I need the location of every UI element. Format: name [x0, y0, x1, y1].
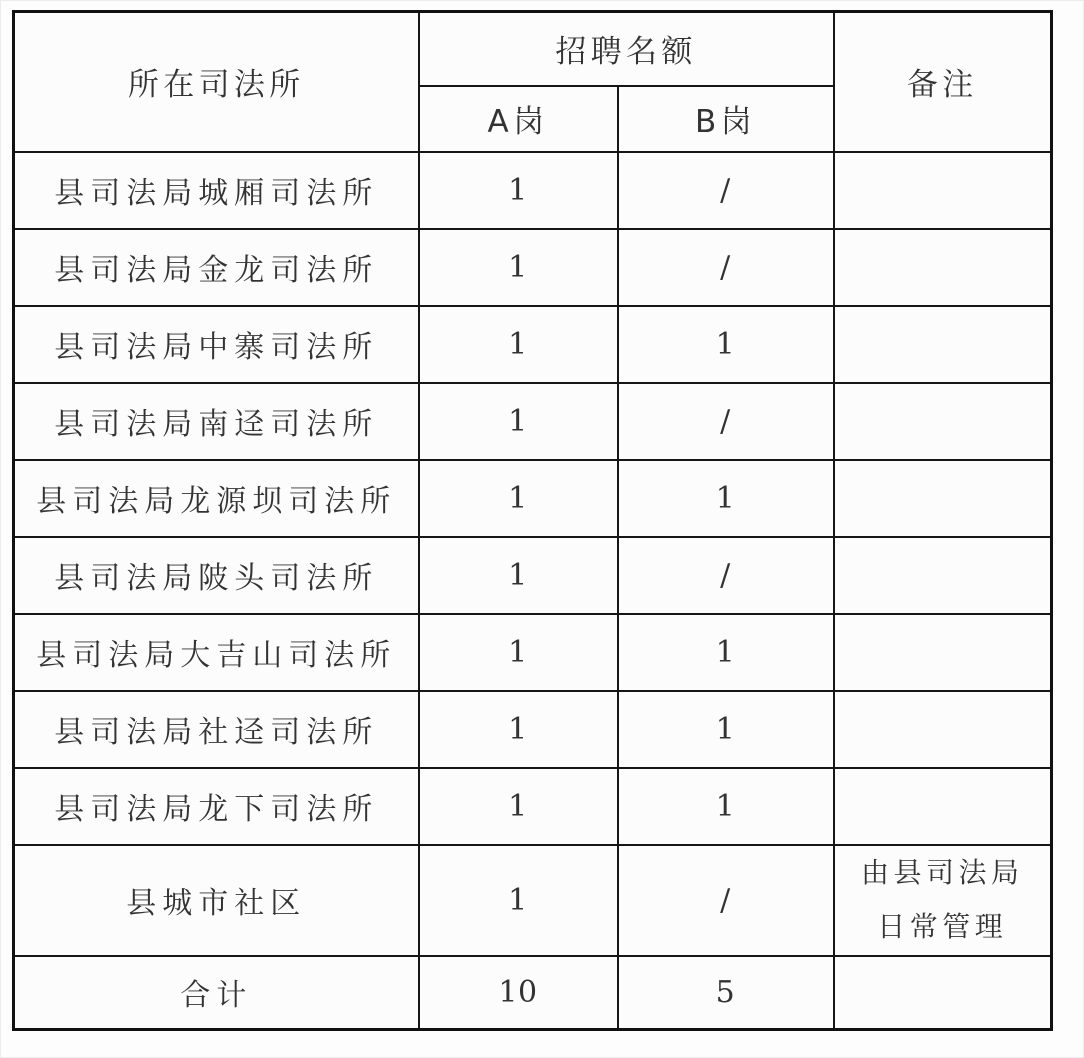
post-b-cell: 1 [618, 306, 834, 383]
total-post-b-cell: 5 [618, 956, 834, 1030]
post-b-cell: 1 [618, 691, 834, 768]
post-a-cell: 1 [419, 845, 618, 956]
note-cell [834, 537, 1052, 614]
table-row [14, 460, 1052, 537]
office-name-cell: 县司法局金龙司法所 [14, 229, 419, 306]
post-a-cell: 1 [419, 152, 618, 229]
post-b-cell: 1 [618, 768, 834, 845]
post-b-cell: / [618, 537, 834, 614]
post-b-cell: 1 [618, 460, 834, 537]
post-a-cell: 1 [419, 306, 618, 383]
office-name-cell: 县司法局城厢司法所 [14, 152, 419, 229]
total-post-a-cell: 10 [419, 956, 618, 1030]
office-name-cell: 县司法局大吉山司法所 [14, 614, 419, 691]
post-a-cell: 1 [419, 768, 618, 845]
note-cell: 由县司法局日常管理 [834, 845, 1052, 956]
header-row-top [14, 12, 1052, 86]
office-name-cell: 县城市社区 [14, 845, 419, 956]
table-row [14, 768, 1052, 845]
office-name-cell: 县司法局南迳司法所 [14, 383, 419, 460]
office-name-cell: 县司法局龙下司法所 [14, 768, 419, 845]
note-cell [834, 383, 1052, 460]
post-b-cell: / [618, 383, 834, 460]
post-b-cell: / [618, 229, 834, 306]
total-note-cell [834, 956, 1052, 1030]
post-a-cell: 1 [419, 383, 618, 460]
post-b-cell: / [618, 152, 834, 229]
table-row [14, 845, 1052, 956]
note-cell [834, 768, 1052, 845]
total-row [14, 956, 1052, 1030]
office-name-cell: 县司法局社迳司法所 [14, 691, 419, 768]
header-location: 所在司法所 [14, 12, 419, 152]
post-a-cell: 1 [419, 460, 618, 537]
post-a-cell: 1 [419, 691, 618, 768]
header-post-a: A岗 [419, 86, 618, 152]
table-row [14, 229, 1052, 306]
note-cell [834, 614, 1052, 691]
recruitment-quota-table [12, 10, 1053, 1031]
note-cell [834, 229, 1052, 306]
post-a-cell: 1 [419, 614, 618, 691]
table-row [14, 152, 1052, 229]
header-post-b: B岗 [618, 86, 834, 152]
office-name-cell: 县司法局龙源坝司法所 [14, 460, 419, 537]
note-cell [834, 460, 1052, 537]
header-recruit-quota: 招聘名额 [419, 12, 834, 86]
office-name-cell: 县司法局陂头司法所 [14, 537, 419, 614]
total-label-cell: 合计 [14, 956, 419, 1030]
table-row [14, 383, 1052, 460]
table-row [14, 691, 1052, 768]
post-b-cell: 1 [618, 614, 834, 691]
post-a-cell: 1 [419, 229, 618, 306]
note-cell [834, 691, 1052, 768]
header-remark: 备注 [834, 12, 1052, 152]
office-name-cell: 县司法局中寨司法所 [14, 306, 419, 383]
note-cell [834, 152, 1052, 229]
note-cell [834, 306, 1052, 383]
post-b-cell: / [618, 845, 834, 956]
table-row [14, 537, 1052, 614]
table-row [14, 306, 1052, 383]
table-row [14, 614, 1052, 691]
post-a-cell: 1 [419, 537, 618, 614]
